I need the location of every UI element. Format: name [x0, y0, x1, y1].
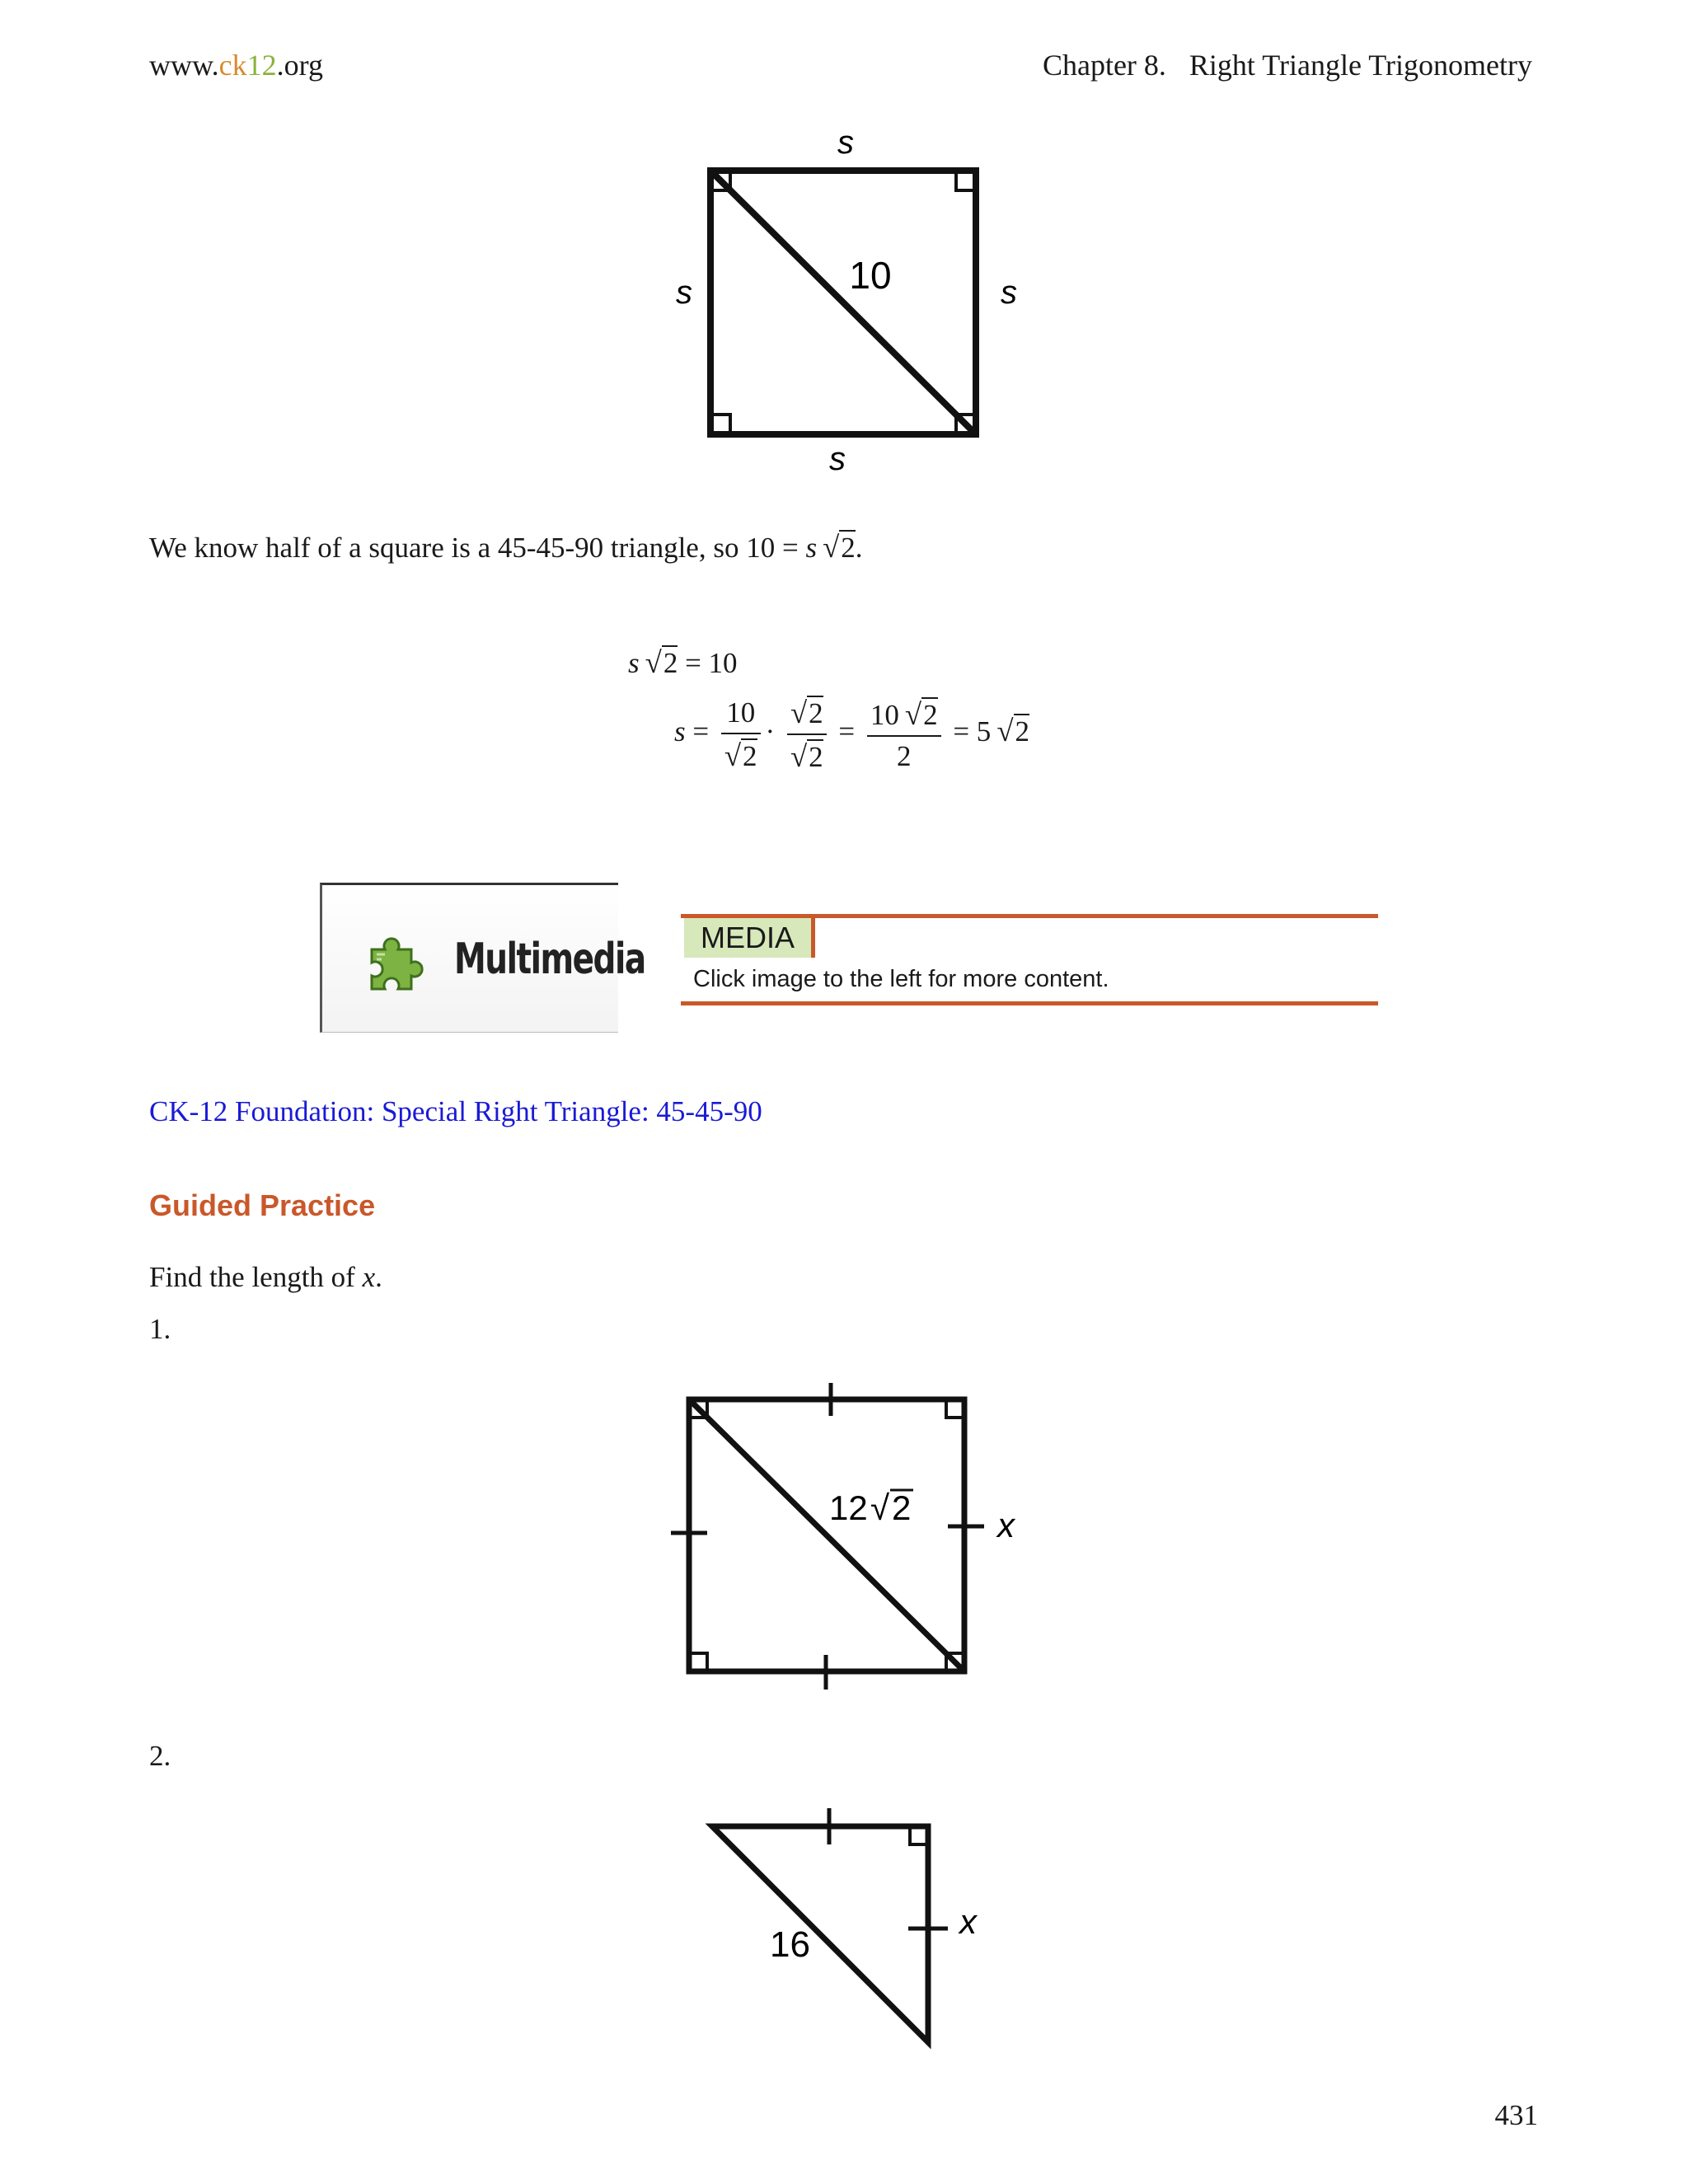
- ck12-video-link[interactable]: CK-12 Foundation: Special Right Triangle: 45-45-90: [149, 1095, 762, 1127]
- problem-number-2: 2.: [149, 1740, 171, 1772]
- site-url: www.ck12.org: [149, 49, 323, 82]
- side-x-label: x: [997, 1506, 1015, 1544]
- diagonal-label-coef: 12: [829, 1488, 868, 1527]
- fraction: $\frac{√2}{√2}$: [787, 695, 827, 774]
- media-tag: MEDIA: [684, 918, 815, 958]
- multimedia-label: Multimedia: [454, 935, 645, 984]
- media-note: Click image to the left for more content.: [693, 966, 1109, 992]
- multimedia-link-image[interactable]: [320, 883, 645, 1033]
- chapter-heading: [1043, 48, 1532, 82]
- chapter-title: Right Triangle Trigonometry: [1189, 49, 1532, 82]
- media-divider-bottom: [681, 1001, 1378, 1005]
- side-x-label: x: [959, 1902, 977, 1941]
- practice-prompt: Find the length of x.: [149, 1261, 382, 1293]
- site-url-12: 12: [246, 49, 277, 82]
- diagonal-label-radical: √: [870, 1488, 890, 1527]
- diagonal-label-radicand: 2: [892, 1488, 912, 1527]
- diagonal-label: 10: [849, 254, 892, 297]
- side-label-bottom: s: [829, 441, 846, 477]
- fraction: $\frac{10 √2}{2}$: [867, 696, 941, 773]
- figure-square-diagonal: [659, 115, 1039, 486]
- side-label-top: s: [837, 124, 854, 161]
- square-diagonal: [710, 171, 976, 434]
- chapter-number: Chapter 8.: [1042, 49, 1166, 82]
- square-diagonal: [689, 1399, 964, 1671]
- side-label-right: s: [1001, 274, 1017, 311]
- side-label-left: s: [676, 274, 692, 311]
- page-number: 431: [1494, 2099, 1538, 2131]
- figure-problem-1-square: [659, 1368, 1039, 1714]
- sqrt-expression: √2: [823, 530, 856, 564]
- equation-line-1: s √2 = 10: [628, 645, 738, 679]
- figure-problem-2-triangle: [692, 1797, 1006, 2060]
- hypotenuse-label: 16: [770, 1924, 810, 1965]
- puzzle-piece-icon: [360, 931, 426, 997]
- triangle-outline: [712, 1826, 928, 2042]
- explanation-sentence: We know half of a square is a 45-45-90 triangle, so 10 = s √2.: [149, 530, 863, 564]
- fraction: $\frac{10}{√2}$: [721, 696, 761, 773]
- equation-line-2: s = $\frac{10}{√2}$ · $\frac{√2}{√2}$ = $\frac{10 √2}{2}$ = 5 √2: [674, 696, 1029, 773]
- problem-number-1: 1.: [149, 1313, 171, 1345]
- section-title: Guided Practice: [149, 1188, 376, 1222]
- site-url-ck: ck: [218, 49, 247, 82]
